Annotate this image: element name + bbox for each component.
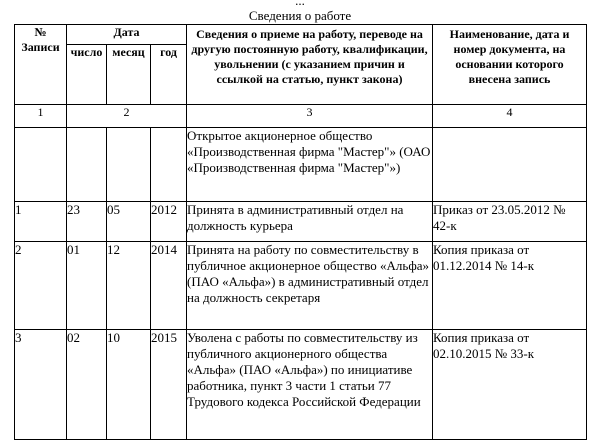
header-document: Наименование, дата и номер документа, на основании которого внесена запись [433,25,587,105]
header-record-number: № Записи [15,25,67,105]
record-document: Копия приказа от 01.12.2014 № 14-к [433,242,587,330]
work-record-table [14,24,587,440]
record-document: Копия приказа от 02.10.2015 № 33-к [433,330,587,440]
ellipsis-marker: ... [295,0,305,8]
record-number: 2 [15,242,67,330]
record-month: 10 [107,330,151,440]
record-day [67,128,107,202]
record-info: Принята на работу по совместительству в публичное акционерное общество «Альфа» (ПАО «Альфа») в административный отдел на должность секретаря [187,242,433,330]
record-month: 05 [107,202,151,242]
header-month: месяц [107,45,151,105]
record-number: 3 [15,330,67,440]
record-info: Принята в административный отдел на должность курьера [187,202,433,242]
column-number-1: 1 [15,105,67,128]
header-day: число [67,45,107,105]
record-year: 2014 [151,242,187,330]
record-day: 23 [67,202,107,242]
record-document [433,128,587,202]
table-row [15,128,587,202]
record-info: Открытое акционерное общество «Производственная фирма "Мастер"» (ОАО «Производственная фирма "Мастер"») [187,128,433,202]
record-day: 02 [67,330,107,440]
table-row [15,202,587,242]
record-year [151,128,187,202]
table-row [15,330,587,440]
table-row [15,242,587,330]
header-year: год [151,45,187,105]
section-title: Сведения о работе [248,8,352,23]
record-info: Уволена с работы по совместительству из публичного акционерного общества «Альфа» (ПАО «Альфа») по инициативе работника, пункт 3 части 1 статьи 77 Трудового кодекса Российской Федерации [187,330,433,440]
record-year: 2015 [151,330,187,440]
record-document: Приказ от 23.05.2012 № 42-к [433,202,587,242]
record-day: 01 [67,242,107,330]
column-number-3: 3 [187,105,433,128]
record-month [107,128,151,202]
record-year: 2012 [151,202,187,242]
column-number-4: 4 [433,105,587,128]
header-date: Дата [67,25,187,45]
record-number: 1 [15,202,67,242]
header-work-info: Сведения о приеме на работу, переводе на другую постоянную работу, квалификации, увольнении (с указанием причин и ссылкой на статью, пункт закона) [187,25,433,105]
record-month: 12 [107,242,151,330]
column-number-2: 2 [67,105,187,128]
record-number [15,128,67,202]
